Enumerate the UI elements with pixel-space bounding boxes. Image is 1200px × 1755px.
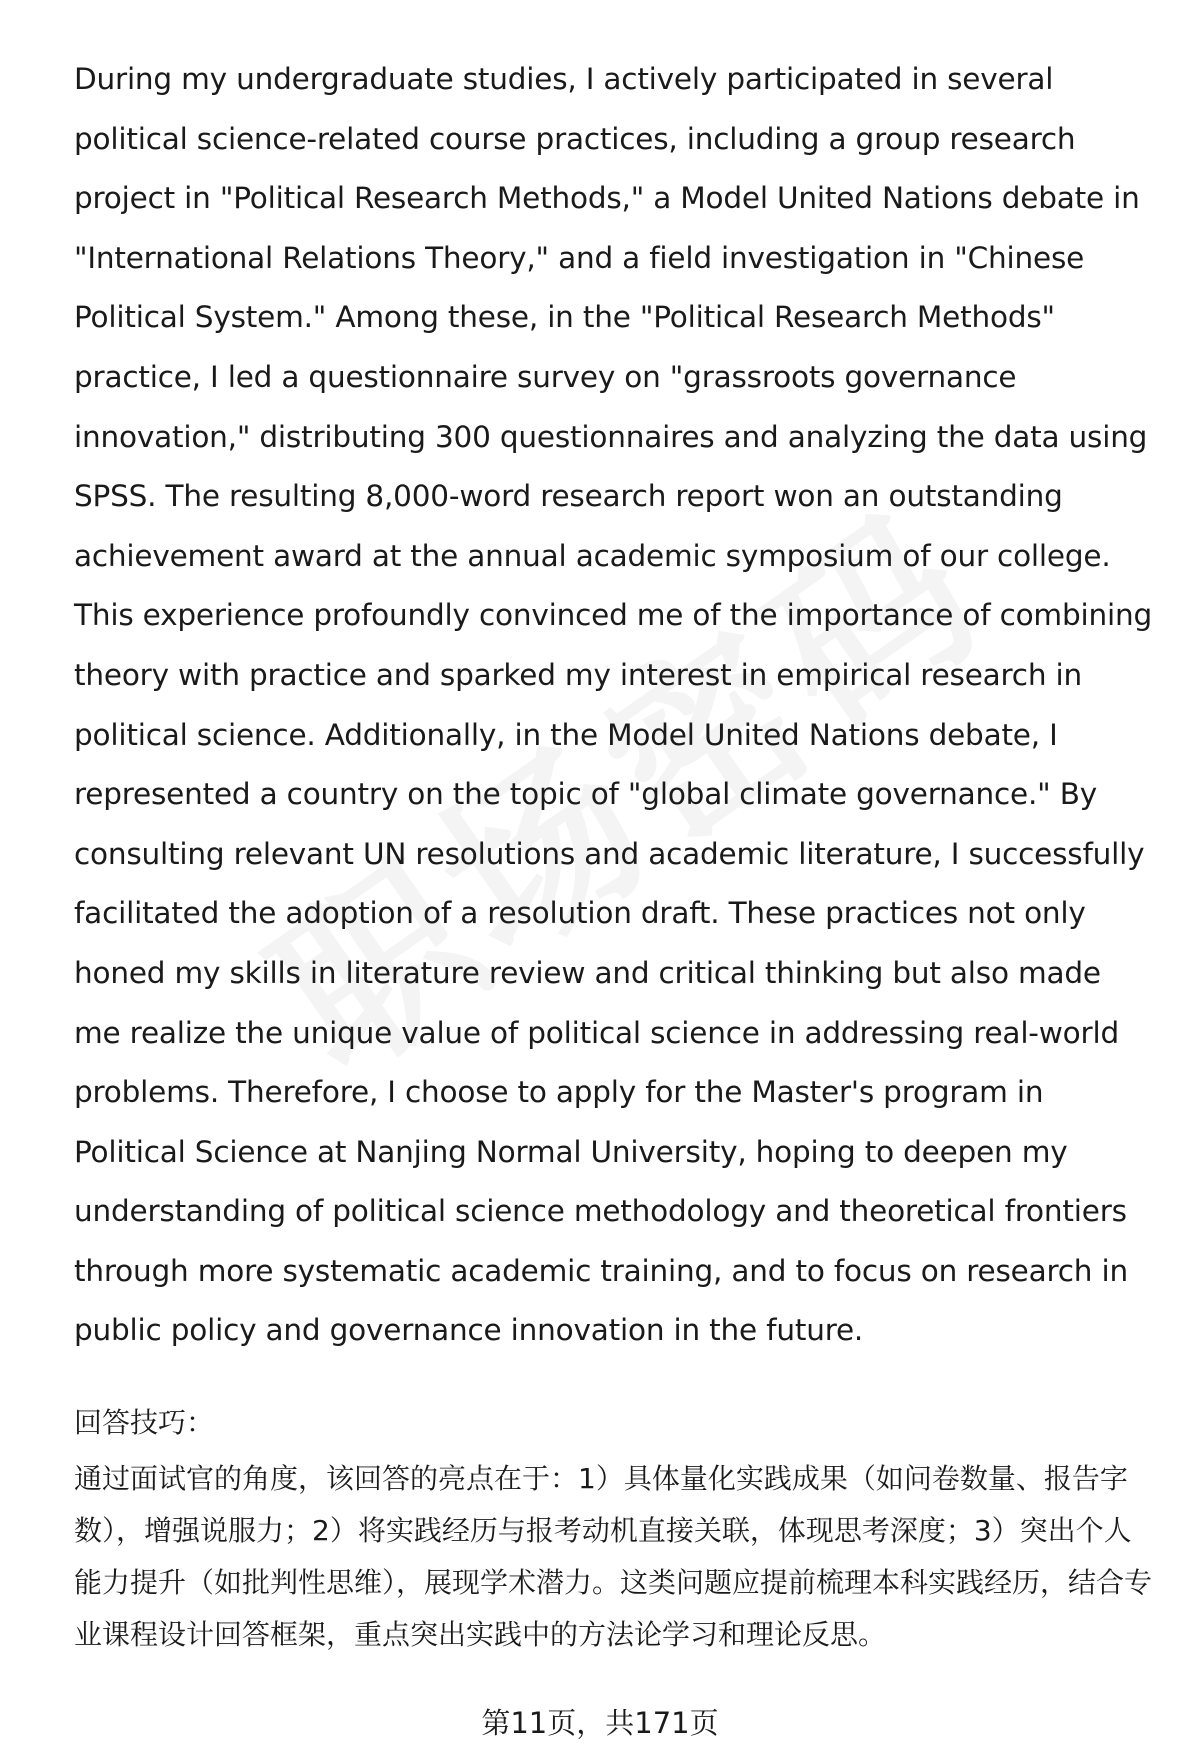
tips-heading: 回答技巧：	[74, 1406, 215, 1439]
answer-paragraph: During my undergraduate studies, I actively participated in several political science-related course practices, including a group research project in "Political Research Methods," a Model United Nations debate in "International Relations Theory," and a field investigation in "Chinese Political System." Among these, in the "Political Research Methods" practice, I led a questionnaire survey on "grassroots governance innovation," distributing 300 questionnaires and analyzing the data using SPSS. The resulting 8,000-word research report won an outstanding achievement award at the annual academic symposium of our college. This experience profoundly convinced me of the importance of combining theory with practice and sparked my interest in empirical research in political science. Additionally, in the Model United Nations debate, I represented a country on the topic of "global climate governance." By consulting relevant UN resolutions and academic literature, I successfully facilitated the adoption of a resolution draft. These practices not only honed my skills in literature review and critical thinking but also made me realize the unique value of political science in addressing real-world problems. Therefore, I choose to apply for the Master's program in Political Science at Nanjing Normal University, hoping to deepen my understanding of political science methodology and theoretical frontiers through more systematic academic training, and to focus on research in public policy and governance innovation in the future.	[74, 62, 1153, 1348]
page-number: 第11页，共171页	[481, 1706, 719, 1740]
tips-text: 通过面试官的角度，该回答的亮点在于：1）具体量化实践成果（如问卷数量、报告字数），增强说服力；2）将实践经历与报考动机直接关联，体现思考深度；3）突出个人能力提升（如批判性思维），展现学术潜力。这类问题应提前梳理本科实践经历，结合专业课程设计回答框架，重点突出实践中的方法论学习和理论反思。	[74, 1462, 1153, 1651]
answer-body	[74, 50, 1154, 1361]
